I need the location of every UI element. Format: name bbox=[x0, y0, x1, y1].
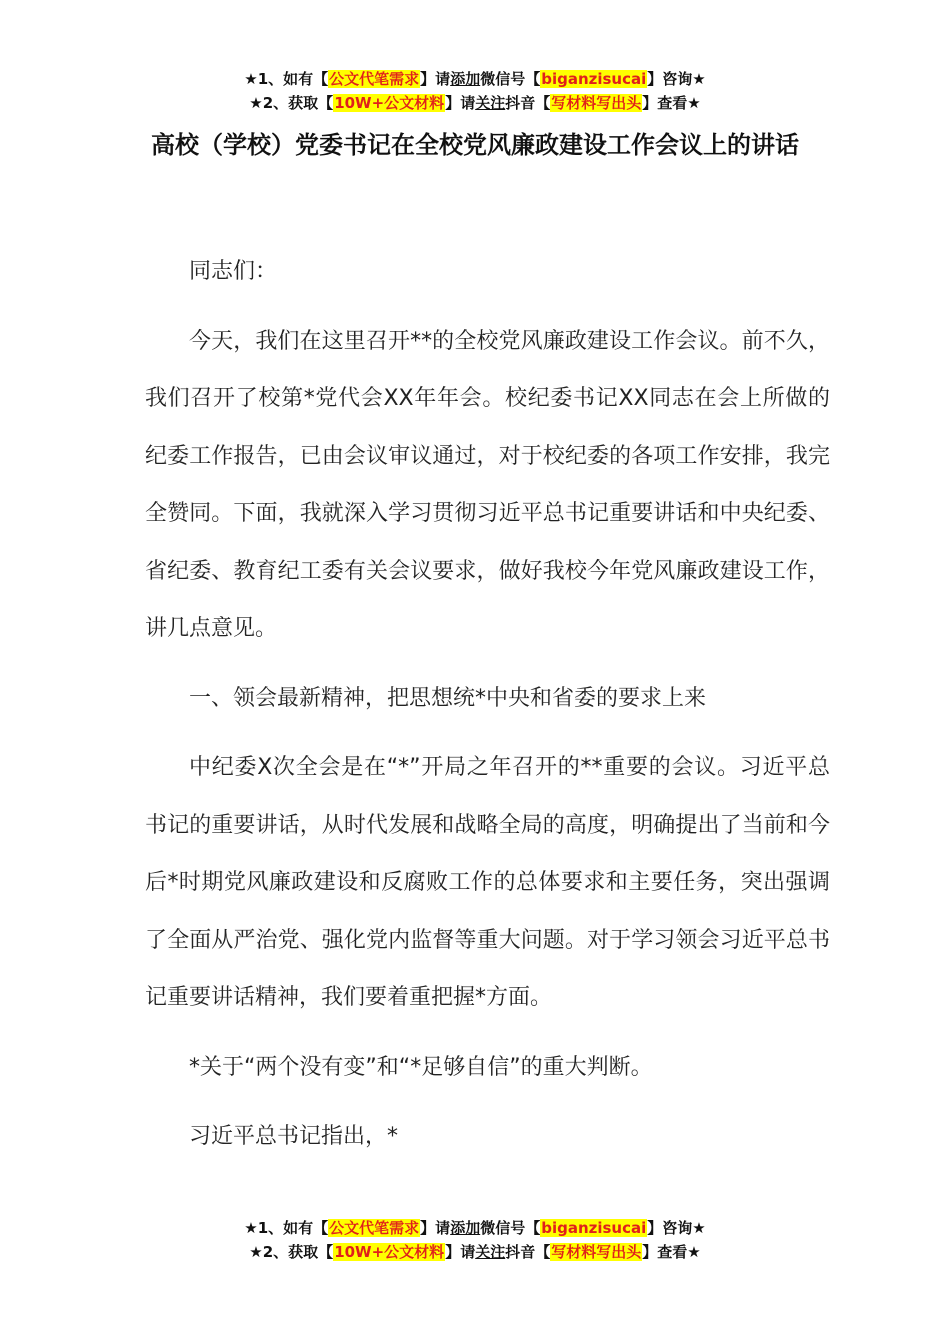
paragraph: 中纪委X次全会是在“*”开局之年召开的**重要的会议。习近平总书记的重要讲话，从时代发展和战略全局的高度，明确提出了当前和今后*时期党风廉政建设和反腐败工作的总体要求和主要任务，突出强调了全面从严治党、强化党内监督等重大问题。对于学习领会习近平总书记重要讲话精神，我们要着重把握*方面。 bbox=[145, 755, 830, 1010]
paragraph: *关于“两个没有变”和“*足够自信”的重大判断。 bbox=[189, 1054, 653, 1080]
paragraph: 习近平总书记指出，* bbox=[189, 1124, 399, 1149]
document-title: 高校（学校）党委书记在全校党风廉政建设工作会议上的讲话 bbox=[151, 131, 799, 159]
banner-highlight: 10W+公文材料 bbox=[334, 94, 445, 112]
banner-text: 】请 bbox=[420, 1219, 451, 1237]
banner-line-1 bbox=[0, 1216, 950, 1240]
banner-text: 】请 bbox=[445, 1243, 476, 1261]
banner-text: 微信号【 bbox=[480, 70, 541, 88]
banner-text: 】查看★ bbox=[642, 94, 701, 112]
banner-text: 】咨询★ bbox=[647, 1219, 706, 1237]
banner-line-1 bbox=[0, 67, 950, 91]
banner-text: 微信号【 bbox=[480, 1219, 541, 1237]
banner-text: 抖音【 bbox=[505, 94, 551, 112]
banner-underline: 关注 bbox=[475, 1243, 506, 1261]
banner-text: 】咨询★ bbox=[647, 70, 706, 88]
salutation: 同志们： bbox=[189, 259, 278, 284]
banner-text: 抖音【 bbox=[505, 1243, 551, 1261]
banner-highlight: 公文代笔需求 bbox=[329, 70, 420, 88]
banner-highlight: 写材料写出头 bbox=[551, 1243, 642, 1261]
section-heading: 一、领会最新精神，把思想统*中央和省委的要求上来 bbox=[189, 685, 707, 711]
banner-underline: 添加 bbox=[450, 1219, 481, 1237]
banner-highlight: biganzisucai bbox=[541, 1219, 647, 1237]
banner-underline: 添加 bbox=[450, 70, 481, 88]
banner-highlight: biganzisucai bbox=[541, 70, 647, 88]
banner-line-2 bbox=[0, 1240, 950, 1264]
banner-text: ★2、获取【 bbox=[249, 1243, 334, 1261]
document-body bbox=[145, 243, 830, 1178]
banner-text: ★1、如有【 bbox=[244, 70, 329, 88]
paragraph: 今天，我们在这里召开**的全校党风廉政建设工作会议。前不久，我们召开了校第*党代会XX年年会。校纪委书记XX同志在会上所做的纪委工作报告，已由会议审议通过，对于校纪委的各项工作安排，我完全赞同。下面，我就深入学习贯彻习近平总书记重要讲话和中央纪委、省纪委、教育纪工委有关会议要求，做好我校今年党风廉政建设工作，讲几点意见。 bbox=[145, 328, 830, 641]
banner-highlight: 公文代笔需求 bbox=[329, 1219, 420, 1237]
banner-underline: 关注 bbox=[475, 94, 506, 112]
header-banner bbox=[0, 67, 950, 115]
banner-line-2 bbox=[0, 91, 950, 115]
banner-text: ★2、获取【 bbox=[249, 94, 334, 112]
banner-text: 】查看★ bbox=[642, 1243, 701, 1261]
banner-highlight: 10W+公文材料 bbox=[334, 1243, 445, 1261]
footer-banner bbox=[0, 1216, 950, 1264]
banner-highlight: 写材料写出头 bbox=[551, 94, 642, 112]
banner-text: 】请 bbox=[445, 94, 476, 112]
banner-text: 】请 bbox=[420, 70, 451, 88]
banner-text: ★1、如有【 bbox=[244, 1219, 329, 1237]
